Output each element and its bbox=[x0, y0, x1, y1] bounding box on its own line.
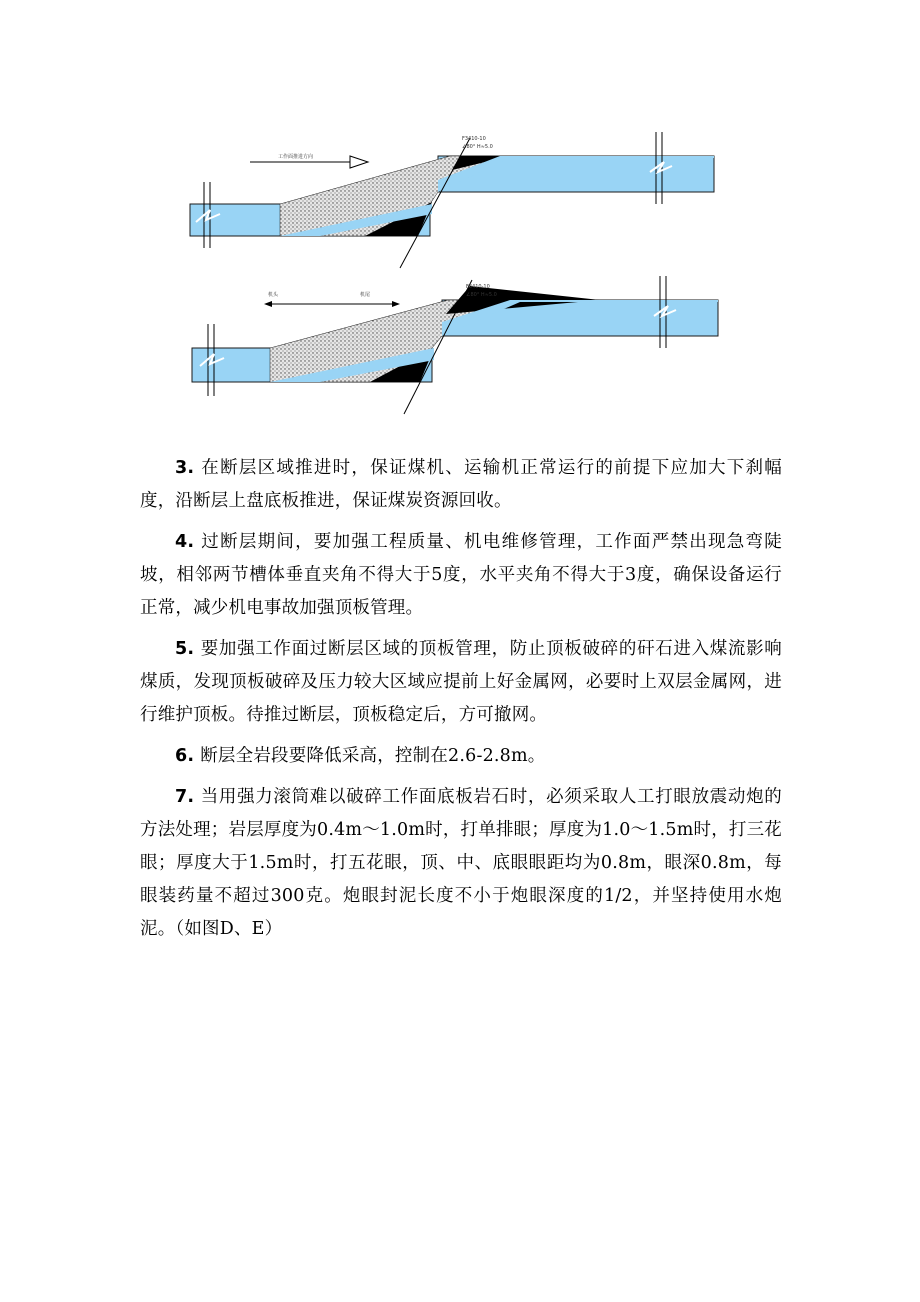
direction-label: 工作面推进方向 bbox=[278, 154, 314, 160]
machine-tail-label: 机尾 bbox=[360, 292, 371, 298]
paragraph-text: 断层全岩段要降低采高，控制在2.6-2.8m。 bbox=[200, 746, 546, 766]
fault-diagram-d bbox=[180, 118, 740, 278]
paragraph-text: 过断层期间，要加强工程质量、机电维修管理，工作面严禁出现急弯陡坡，相邻两节槽体垂直夹角不得大于5度，水平夹角不得大于3度，确保设备运行正常，减少机电事故加强顶板管理。 bbox=[140, 532, 782, 618]
paragraph-6 bbox=[140, 740, 782, 773]
double-arrow bbox=[264, 301, 400, 307]
paragraph-text: 要加强工作面过断层区域的顶板管理，防止顶板破碎的矸石进入煤流影响煤质，发现顶板破碎及压力较大区域应提前上好金属网，必要时上双层金属网，进行维护顶板。待推过断层，顶板稳定后，方可撤网。 bbox=[140, 639, 782, 725]
fault-label-line2: ∠80° H≈5.0 bbox=[462, 144, 493, 150]
machine-head-label: 机头 bbox=[268, 292, 279, 298]
paragraph-text: 在断层区域推进时，保证煤机、运输机正常运行的前提下应加大下刹幅度，沿断层上盘底板推进，保证煤炭资源回收。 bbox=[140, 458, 782, 511]
paragraph-7 bbox=[140, 781, 782, 946]
paragraph-text: 当用强力滚筒难以破碎工作面底板岩石时，必须采取人工打眼放震动炮的方法处理；岩层厚度为0.4m～1.0m时，打单排眼；厚度为1.0～1.5m时，打三花眼；厚度大于1.5m时，打五花眼，顶、中、底眼眼距均为0.8m，眼深0.8m，每眼装药量不超过300克。炮眼封泥长度不小于炮眼深度的1/2，并坚持使用水炮泥。（如图D、E） bbox=[140, 787, 783, 939]
paragraph-4 bbox=[140, 526, 782, 625]
paragraph-3 bbox=[140, 452, 782, 518]
item-number: 4. bbox=[175, 532, 195, 552]
fault-diagram-e-svg bbox=[180, 268, 740, 428]
item-number: 3. bbox=[175, 458, 195, 478]
fault-diagram-e bbox=[180, 268, 740, 428]
item-number: 5. bbox=[175, 639, 195, 659]
item-number: 7. bbox=[175, 787, 195, 807]
paragraph-5 bbox=[140, 633, 782, 732]
fault-label-line1: F3410-10 bbox=[462, 136, 486, 142]
fault-label-line1: F3410-10 bbox=[466, 284, 490, 290]
item-number: 6. bbox=[175, 746, 195, 766]
document-body bbox=[140, 452, 782, 954]
fault-label-line2: ∠80° H≈5.0 bbox=[466, 292, 497, 298]
fault-diagram-d-svg bbox=[180, 118, 740, 278]
